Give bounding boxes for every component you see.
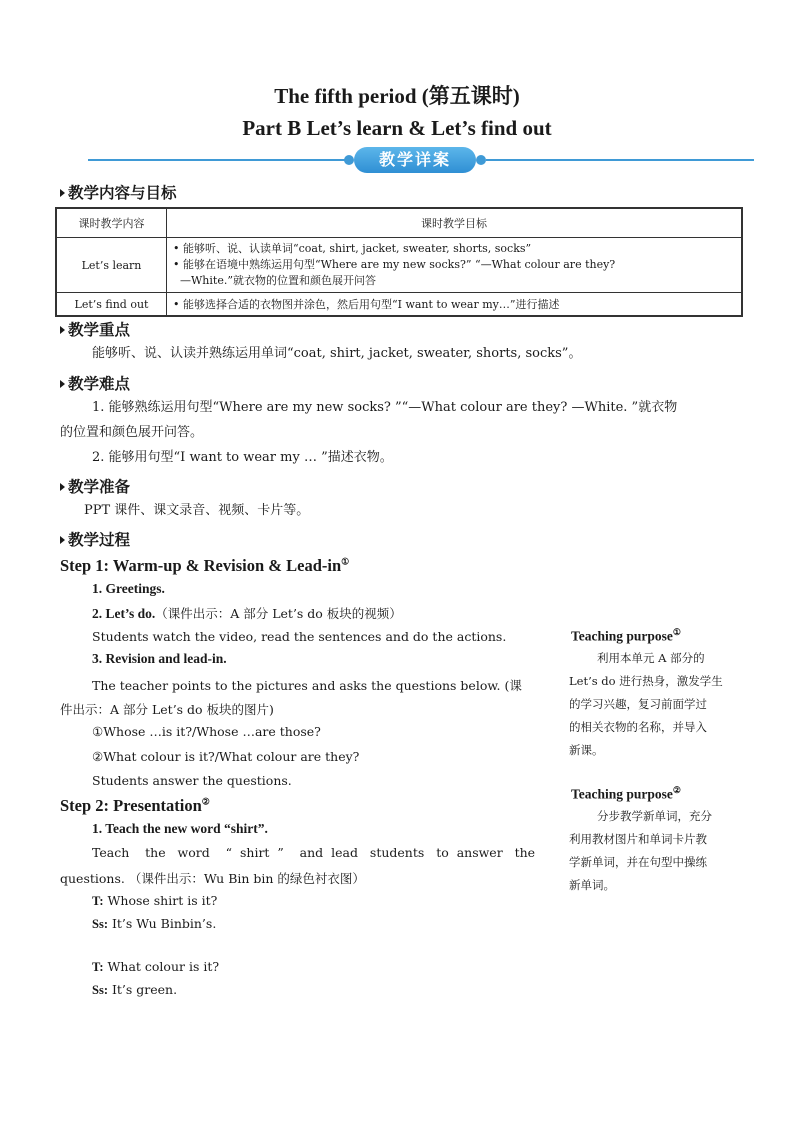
step-2-title: Step 2: Presentation② — [60, 796, 210, 815]
step-1-greetings: 1. Greetings. — [92, 581, 165, 596]
divider-dot-right — [476, 155, 486, 165]
bullet-triangle-icon — [60, 536, 65, 544]
table-header-row — [56, 208, 742, 238]
step-2-teach-title: 1. Teach the new word “shirt”. — [92, 821, 268, 836]
table-cell-content: Let’s find out — [56, 293, 167, 317]
page-title: The fifth period (第五课时) — [274, 84, 520, 108]
section-heading-key-points: 教学重点 — [60, 318, 130, 340]
key-points-text: 能够听、说、认读并熟练运用单词“coat, shirt, jacket, sweater, shorts, socks”。 — [92, 346, 582, 361]
difficulty-item-1-line-1: 1. 能够熟练运用句型“Where are my new socks? ”“—What colour are they? —White. ”就衣物 — [92, 400, 678, 415]
teaching-purpose-2-title: Teaching purpose② — [571, 785, 681, 802]
bullet-triangle-icon — [60, 189, 65, 197]
bullet-triangle-icon — [60, 380, 65, 388]
step-1-question-1: ①Whose …is it?/Whose …are those? — [92, 724, 321, 739]
divider-right — [486, 159, 754, 161]
bullet-triangle-icon — [60, 483, 65, 491]
step-2-teach-line-1: Teach the word “ shirt ” and lead students to answer the — [92, 845, 536, 860]
table-cell-goals: • 能够选择合适的衣物图并涂色，然后用句型“I want to wear my…”进行描述 — [167, 293, 743, 317]
preparation-text: PPT 课件、课文录音、视频、卡片等。 — [84, 503, 310, 518]
teaching-purpose-1-title: Teaching purpose① — [571, 627, 681, 644]
section-heading-process: 教学过程 — [60, 528, 130, 550]
table-cell-goals: • 能够听、说、认读单词“coat, shirt, jacket, sweater, shorts, socks” • 能够在语境中熟练运用句型“Where are my new socks?” “—What colour are they? —White.”就衣物的位置和颜色展开问答 — [167, 238, 743, 293]
bullet-triangle-icon — [60, 326, 65, 334]
difficulty-item-1-line-2: 的位置和颜色展开问答。 — [60, 425, 204, 440]
objectives-table — [55, 207, 743, 317]
table-row — [56, 293, 742, 317]
table-row — [56, 238, 742, 293]
section-heading-preparation: 教学准备 — [60, 475, 130, 497]
dialog-line: Ss: It’s Wu Binbin’s. — [92, 916, 217, 931]
step-1-lets-do: 2. Let’s do.（课件出示：A 部分 Let’s do 板块的视频） — [92, 606, 402, 621]
page-subtitle: Part B Let’s learn & Let’s find out — [242, 116, 552, 140]
table-header-content: 课时教学内容 — [56, 208, 167, 238]
section-heading-difficulties: 教学难点 — [60, 372, 130, 394]
difficulty-item-2: 2. 能够用句型“I want to wear my … ”描述衣物。 — [92, 450, 393, 465]
dialog-line: Ss: It’s green. — [92, 982, 178, 997]
teaching-purpose-1-text: 利用本单元 A 部分的 Let’s do 进行热身，激发学生 的学习兴趣，复习前面学过 的相关衣物的名称，并导入 新课。 — [569, 651, 723, 757]
dialog-line: T: What colour is it? — [92, 959, 220, 974]
divider-dot-left — [344, 155, 354, 165]
step-1-revision-line-1: The teacher points to the pictures and asks the questions below. (课 — [92, 678, 522, 693]
lesson-plan-badge: 教学详案 — [354, 147, 476, 173]
step-1-revision-title: 3. Revision and lead-in. — [92, 651, 227, 666]
step-1-lets-do-text: Students watch the video, read the sentences and do the actions. — [92, 629, 507, 644]
step-1-question-2: ②What colour is it?/What colour are they? — [92, 749, 360, 764]
step-2-teach-line-2: questions. （课件出示：Wu Bin bin 的绿色衬衣图） — [60, 871, 365, 886]
dialog-line: T: Whose shirt is it? — [92, 893, 218, 908]
divider-left — [88, 159, 346, 161]
step-1-answer: Students answer the questions. — [92, 773, 292, 788]
table-cell-content: Let’s learn — [56, 238, 167, 293]
step-1-revision-line-2: 件出示：A 部分 Let’s do 板块的图片) — [60, 702, 274, 717]
table-header-goals: 课时教学目标 — [167, 208, 743, 238]
teaching-purpose-2-text: 分步教学新单词，充分 利用教材图片和单词卡片教 学新单词，并在句型中操练 新单词。 — [569, 809, 712, 892]
section-heading-content-goals: 教学内容与目标 — [60, 181, 177, 203]
step-1-title: Step 1: Warm-up & Revision & Lead-in① — [60, 556, 350, 575]
